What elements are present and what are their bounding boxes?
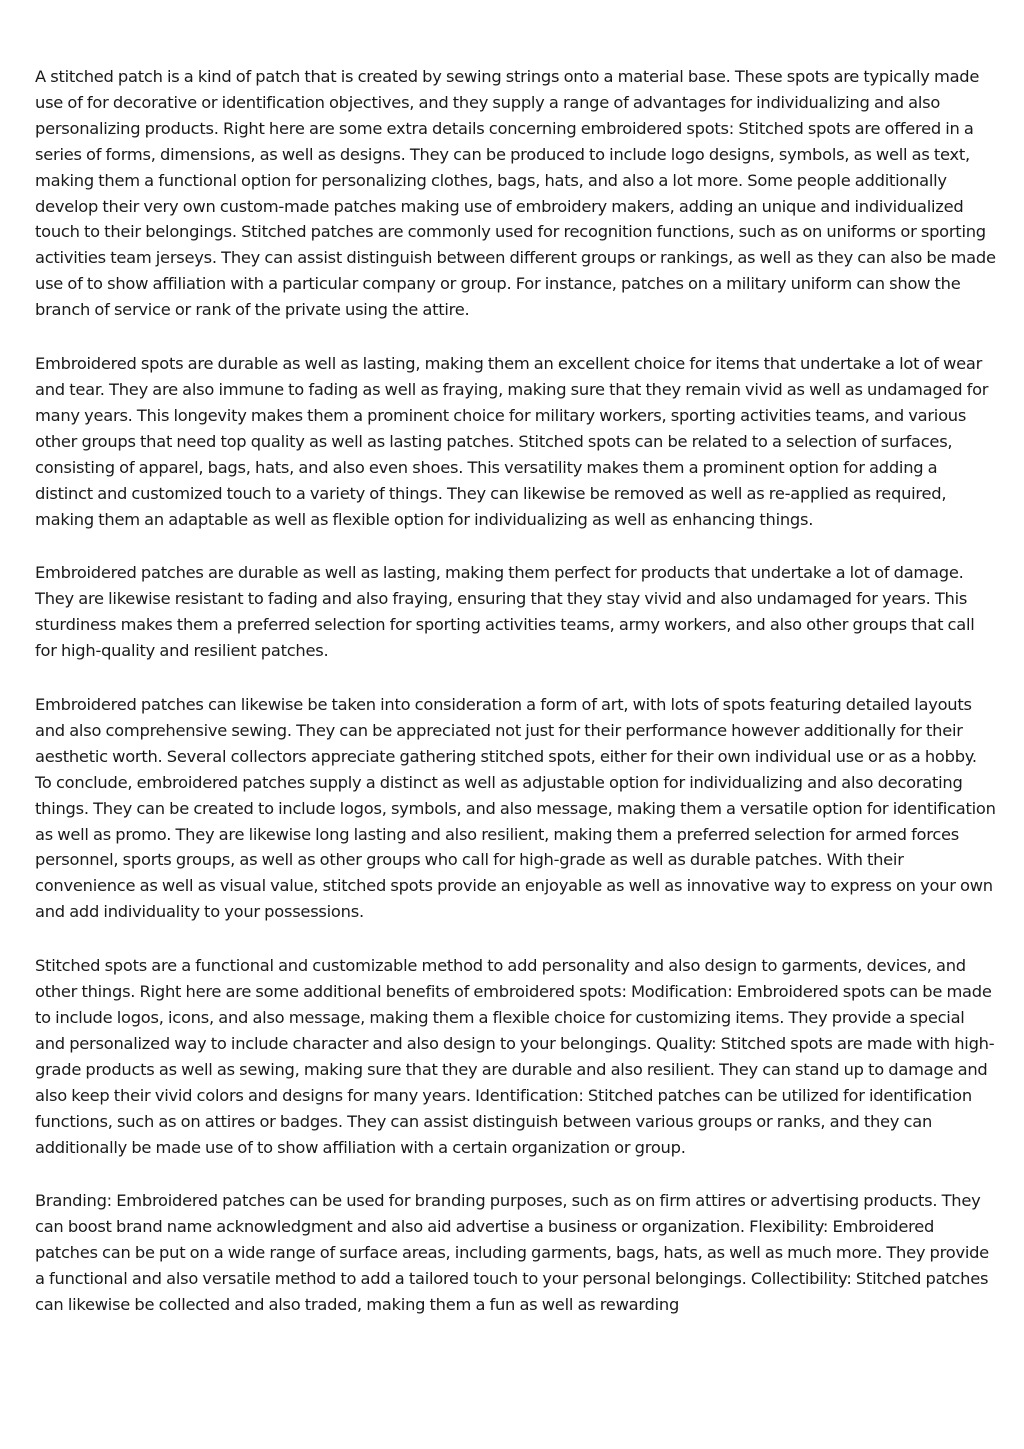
- document-body: [35, 64, 997, 1346]
- paragraph-6: Branding: Embroidered patches can be used for branding purposes, such as on firm attires or advertising products. They can boost brand name acknowledgment and also aid advertise a business or organization. Flexibility: Embroidered patches can be put on a wide range of surface areas, including garments, bags, hats, as well as much more. They provide a functional and also versatile method to add a tailored touch to your personal belongings. Collectibility: Stitched patches can likewise be collected and also traded, making them a fun as well as rewarding: [35, 1191, 989, 1315]
- paragraph-3: Embroidered patches are durable as well as lasting, making them perfect for products that undertake a lot of damage. They are likewise resistant to fading and also fraying, ensuring that they stay vivid and also undamaged for years. This sturdiness makes them a preferred selection for sporting activities teams, army workers, and also other groups that call for high-quality and resilient patches.: [35, 563, 975, 661]
- paragraph-1: A stitched patch is a kind of patch that is created by sewing strings onto a material base. These spots are typically made use of for decorative or identification objectives, and they supply a range of advantages for individualizing and also personalizing products. Right here are some extra details concerning embroidered spots: Stitched spots are offered in a series of forms, dimensions, as well as designs. They can be produced to include logo designs, symbols, as well as text, making them a functional option for personalizing clothes, bags, hats, and also a lot more. Some people additionally develop their very own custom-made patches making use of embroidery makers, adding an unique and individualized touch to their belongings. Stitched patches are commonly used for recognition functions, such as on uniforms or sporting activities team jerseys. They can assist distinguish between different groups or rankings, as well as they can also be made use of to show affiliation with a particular company or group. For instance, patches on a military uniform can show the branch of service or rank of the private using the attire.: [35, 67, 996, 320]
- paragraph-2: Embroidered spots are durable as well as lasting, making them an excellent choice for items that undertake a lot of wear and tear. They are also immune to fading as well as fraying, making sure that they remain vivid as well as undamaged for many years. This longevity makes them a prominent choice for military workers, sporting activities teams, and various other groups that need top quality as well as lasting patches. Stitched spots can be related to a selection of surfaces, consisting of apparel, bags, hats, and also even shoes. This versatility makes them a prominent option for adding a distinct and customized touch to a variety of things. They can likewise be removed as well as re-applied as required, making them an adaptable as well as flexible option for individualizing as well as enhancing things.: [35, 354, 989, 529]
- paragraph-4: Embroidered patches can likewise be taken into consideration a form of art, with lots of spots featuring detailed layouts and also comprehensive sewing. They can be appreciated not just for their performance however additionally for their aesthetic worth. Several collectors appreciate gathering stitched spots, either for their own individual use or as a hobby. To conclude, embroidered patches supply a distinct as well as adjustable option for individualizing and also decorating things. They can be created to include logos, symbols, and also message, making them a versatile option for identification as well as promo. They are likewise long lasting and also resilient, making them a preferred selection for armed forces personnel, sports groups, as well as other groups who call for high-grade as well as durable patches. With their convenience as well as visual value, stitched spots provide an enjoyable as well as innovative way to express on your own and add individuality to your possessions.: [35, 695, 996, 922]
- paragraph-5: Stitched spots are a functional and customizable method to add personality and also design to garments, devices, and other things. Right here are some additional benefits of embroidered spots: Modification: Embroidered spots can be made to include logos, icons, and also message, making them a flexible choice for customizing items. They provide a special and personalized way to include character and also design to your belongings. Quality: Stitched spots are made with high-grade products as well as sewing, making sure that they are durable and also resilient. They can stand up to damage and also keep their vivid colors and designs for many years. Identification: Stitched patches can be utilized for identification functions, such as on attires or badges. They can assist distinguish between various groups or ranks, and they can additionally be made use of to show affiliation with a certain organization or group.: [35, 956, 995, 1157]
